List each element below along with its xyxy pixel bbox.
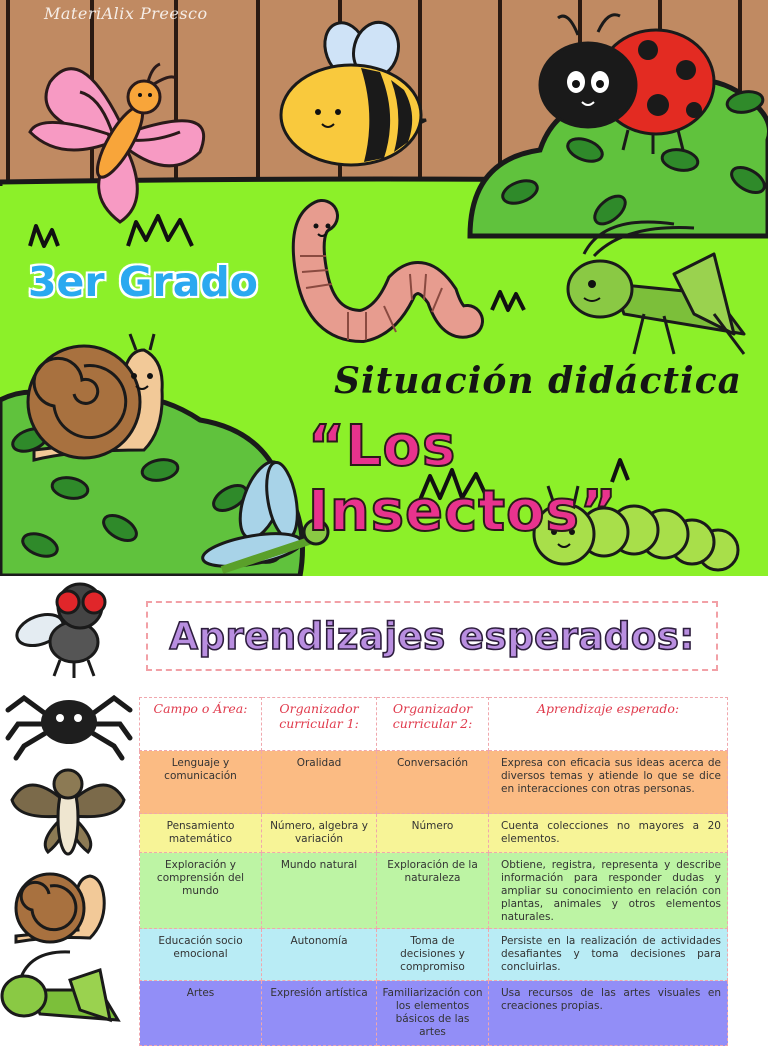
section-heading: Aprendizajes esperados: [169,614,695,658]
header-expected-learning: Aprendizaje esperado: [489,698,728,751]
cell-organizer-2: Familiarización con los elementos básicos de las artes [377,981,489,1046]
heading-frame [146,601,718,671]
header-organizer-1: Organizador curricular 1: [262,698,377,751]
cell-field: Artes [140,981,262,1046]
table-row [140,929,728,981]
cell-expected-learning: Obtiene, registra, representa y describe información para responder dudas y ampliar su conocimiento en relación con plantas, animales y otros elementos naturales. [489,853,728,929]
cell-field: Pensamiento matemático [140,814,262,853]
subtitle: Situación didáctica [334,360,742,402]
cell-organizer-1: Número, algebra y variación [262,814,377,853]
cell-organizer-2: Exploración de la naturaleza [377,853,489,929]
table-row [140,814,728,853]
watermark: MateriAlix Preesco [44,4,208,23]
moth-icon [8,760,128,860]
learning-outcomes-page [0,576,768,1038]
cell-organizer-2: Número [377,814,489,853]
cell-expected-learning: Expresa con eficacia sus ideas acerca de diversos temas y atiende lo que se dice en interacciones con otras personas. [489,751,728,814]
grasshopper-icon [0,950,120,1030]
grasshopper-icon [564,214,754,364]
worm-icon [292,196,482,346]
header-field: Campo o Área: [140,698,262,751]
page-title: “Los Insectos” [308,414,618,544]
table-header-row [140,698,728,751]
cell-expected-learning: Usa recursos de las artes visuales en creaciones propias. [489,981,728,1046]
grade-label: 3er Grado [28,258,258,306]
cell-expected-learning: Cuenta colecciones no mayores a 20 elementos. [489,814,728,853]
header-organizer-2: Organizador curricular 2: [377,698,489,751]
snail-icon [10,862,110,952]
cell-field: Educación socio emocional [140,929,262,981]
snail-icon [14,330,194,480]
cell-organizer-2: Conversación [377,751,489,814]
cell-organizer-1: Expresión artística [262,981,377,1046]
bee-icon [276,20,436,170]
cell-organizer-1: Oralidad [262,751,377,814]
table-row [140,751,728,814]
butterfly-icon [20,52,220,232]
spider-icon [4,680,134,760]
cell-field: Exploración y comprensión del mundo [140,853,262,929]
cell-organizer-1: Autonomía [262,929,377,981]
learning-outcomes-table [139,697,728,1046]
ladybug-icon [538,10,718,160]
cell-field: Lenguaje y comunicación [140,751,262,814]
fly-icon [14,580,114,680]
cell-organizer-1: Mundo natural [262,853,377,929]
cell-organizer-2: Toma de decisiones y compromiso [377,929,489,981]
table-row [140,853,728,929]
table-row [140,981,728,1046]
cell-expected-learning: Persiste en la realización de actividades desafiantes y toma decisiones para concluirlas. [489,929,728,981]
